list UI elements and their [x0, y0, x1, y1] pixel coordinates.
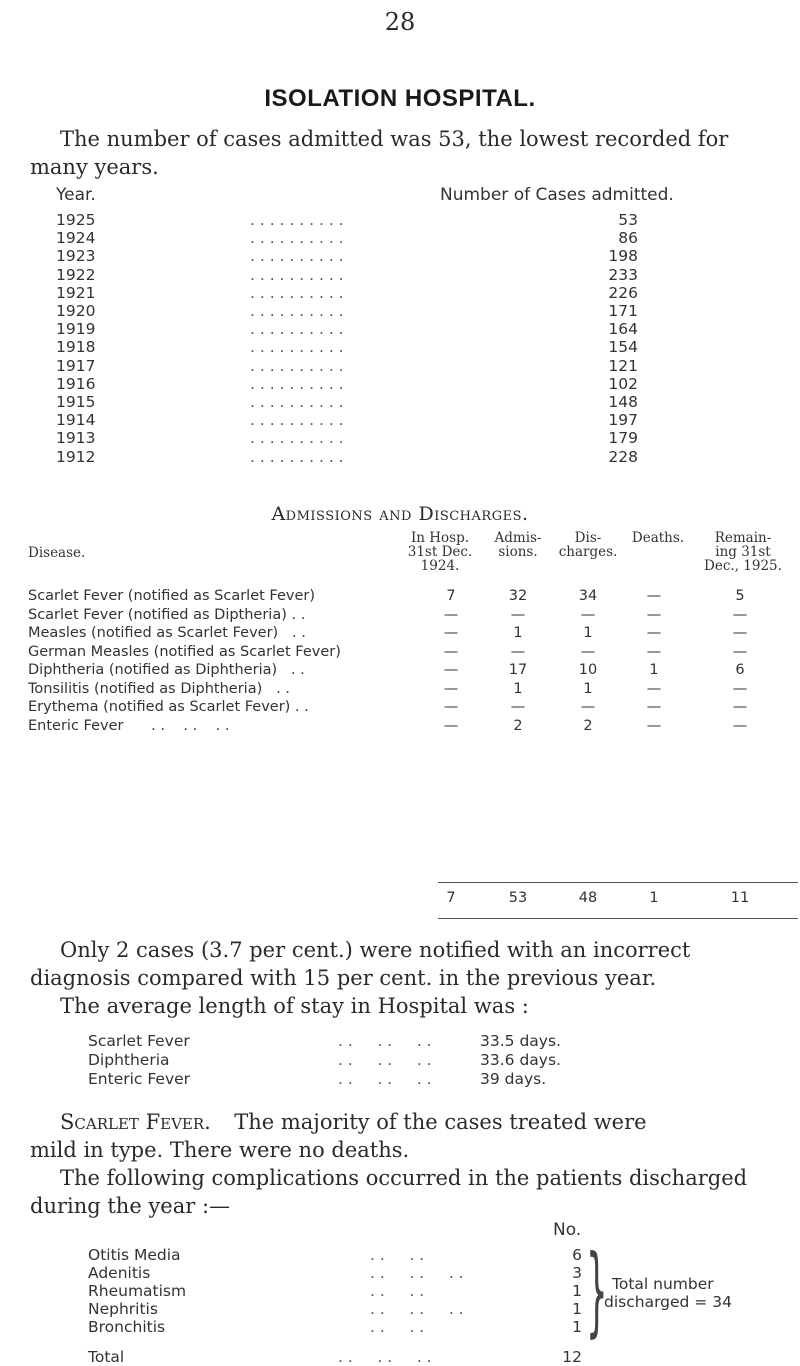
stay-leader: . . . . . . [338, 1070, 432, 1088]
cases-leader: . . . . . . . . . . [250, 247, 344, 266]
diagnosis-line-2: diagnosis compared with 15 per cent. in the previous year. [30, 966, 657, 990]
cell-deaths: — [646, 643, 662, 660]
cell-remaining: — [732, 699, 748, 715]
cell-admissions: 1 [513, 625, 523, 641]
cell-remaining: 5 [735, 588, 745, 604]
cases-year: 1924 [56, 229, 96, 248]
stay-leader: . . . . . . [338, 1051, 432, 1069]
cases-year: 1923 [56, 247, 96, 266]
stay-leader: . . . . . . [338, 1032, 432, 1050]
cases-year: 1917 [56, 356, 96, 375]
stay-disease: Diphtheria [88, 1051, 170, 1069]
total-deaths: 1 [649, 890, 659, 906]
cell-admissions: — [510, 699, 526, 715]
disease-name: Scarlet Fever (notified as Scarlet Fever) [28, 588, 316, 604]
cell-discharges: 1 [583, 680, 593, 697]
disease-header: Disease. [28, 545, 86, 561]
cell-admissions: 2 [513, 717, 523, 734]
complication-leader: . . . . [370, 1282, 425, 1300]
cases-count: 164 [608, 320, 638, 339]
cell-in-hosp: — [443, 606, 459, 623]
complications-line-1: The following complications occurred in the patients discharged [60, 1166, 748, 1190]
cases-leader: . . . . . . . . . . [250, 320, 344, 339]
cell-in-hosp: — [443, 680, 459, 697]
stay-days: 39 days. [480, 1070, 547, 1088]
cases-leader: . . . . . . . . . . [250, 356, 344, 375]
cell-deaths: — [646, 680, 662, 697]
cell-discharges: 10 [578, 662, 598, 678]
cell-discharges: — [580, 699, 596, 715]
cell-in-hosp: — [443, 625, 459, 641]
year-header: Year. [56, 185, 96, 205]
cases-count: 228 [608, 447, 638, 466]
complications-total-label: Total [88, 1348, 125, 1366]
cell-discharges: 1 [583, 625, 593, 641]
complication-count: 6 [572, 1246, 582, 1264]
cases-year: 1912 [56, 447, 96, 466]
scarlet-line-1: The majority of the cases treated were [234, 1110, 647, 1134]
cases-leader: . . . . . . . . . . [250, 229, 344, 248]
cell-discharges: — [580, 606, 596, 623]
admissions-header: Admis- sions. [494, 530, 542, 560]
complication-count: 3 [572, 1264, 582, 1282]
cell-discharges: 2 [583, 717, 593, 734]
total-remaining: 11 [730, 890, 750, 906]
stay-intro: The average length of stay in Hospital was : [60, 994, 529, 1018]
cases-year: 1925 [56, 211, 96, 229]
complication-name: Nephritis [88, 1300, 158, 1318]
cell-remaining: 6 [735, 662, 745, 678]
disease-name: Scarlet Fever (notified as Diptheria) . . [28, 606, 306, 623]
discharges-header: Dis- charges. [558, 530, 618, 560]
cell-in-hosp: — [443, 662, 459, 678]
disease-name: Enteric Fever . . . . . . [28, 717, 230, 734]
complication-leader: . . . . . . [370, 1264, 464, 1282]
cell-discharges: — [580, 643, 596, 660]
cases-count: 198 [608, 247, 638, 266]
in-hosp-header: In Hosp. 31st Dec. 1924. [407, 530, 473, 574]
cell-admissions: — [510, 606, 526, 623]
intro-line-2: many years. [30, 155, 159, 179]
cases-year: 1916 [56, 374, 96, 393]
page-number: 28 [384, 8, 416, 36]
cell-deaths: — [646, 717, 662, 734]
cell-admissions: 32 [508, 588, 528, 604]
stay-disease: Enteric Fever [88, 1070, 191, 1088]
cell-discharges: 34 [578, 588, 598, 604]
cases-leader: . . . . . . . . . . [250, 374, 344, 393]
cell-remaining: — [732, 717, 748, 734]
cases-leader: . . . . . . . . . . [250, 302, 344, 320]
cell-admissions: 1 [513, 680, 523, 697]
complication-name: Rheumatism [88, 1282, 187, 1300]
cell-admissions: — [510, 643, 526, 660]
cases-year: 1921 [56, 283, 96, 302]
cell-in-hosp: — [443, 643, 459, 660]
cases-year: 1919 [56, 320, 96, 339]
cases-count: 53 [618, 211, 638, 229]
diagnosis-line-1: Only 2 cases (3.7 per cent.) were notified with an incorrect [60, 938, 691, 962]
cell-deaths: — [646, 606, 662, 623]
cases-count: 233 [608, 265, 638, 284]
cases-count: 154 [608, 338, 638, 357]
complications-total-leader: . . . . . . [338, 1348, 432, 1366]
disease-name: Measles (notified as Scarlet Fever) . . [28, 625, 306, 641]
total-number-note-2: discharged = 34 [604, 1292, 732, 1311]
intro-line-1: The number of cases admitted was 53, the lowest recorded for [60, 127, 729, 151]
disease-name: Erythema (notified as Scarlet Fever) . . [28, 699, 309, 715]
cell-in-hosp: — [443, 717, 459, 734]
cases-year: 1913 [56, 429, 96, 448]
cases-count: 179 [608, 429, 638, 448]
cell-deaths: — [646, 699, 662, 715]
cases-leader: . . . . . . . . . . [250, 211, 344, 229]
cases-leader: . . . . . . . . . . [250, 447, 344, 466]
cell-admissions: 17 [508, 662, 528, 678]
cell-remaining: — [732, 625, 748, 641]
complication-count: 1 [572, 1318, 582, 1336]
complication-name: Bronchitis [88, 1318, 166, 1336]
cases-count: 121 [608, 356, 638, 375]
scarlet-line-2: mild in type. There were no deaths. [30, 1138, 410, 1162]
cases-count: 102 [608, 374, 638, 393]
cell-in-hosp: 7 [446, 588, 456, 604]
deaths-header: Deaths. [631, 530, 685, 546]
complication-name: Otitis Media [88, 1246, 181, 1264]
complications-total: 12 [562, 1348, 582, 1366]
cases-count: 148 [608, 393, 638, 411]
total-number-note-1: Total number [612, 1274, 714, 1293]
cases-count: 171 [608, 302, 638, 320]
scarlet-heading-label: Scarlet Fever. [60, 1110, 211, 1134]
totals-rule-top [438, 882, 798, 883]
cell-deaths: 1 [649, 662, 659, 678]
remaining-header: Remain- ing 31st Dec., 1925. [704, 530, 782, 574]
cases-leader: . . . . . . . . . . [250, 338, 344, 357]
cases-year: 1915 [56, 393, 96, 411]
stay-days: 33.6 days. [480, 1051, 561, 1069]
admissions-heading: Admissions and Discharges. [271, 503, 529, 525]
complication-leader: . . . . [370, 1318, 425, 1336]
cell-deaths: — [646, 625, 662, 641]
cell-remaining: — [732, 643, 748, 660]
cases-count: 197 [608, 411, 638, 430]
disease-name: German Measles (notified as Scarlet Fever) [28, 643, 341, 660]
cases-count: 86 [618, 229, 638, 248]
cases-leader: . . . . . . . . . . [250, 283, 344, 302]
disease-name: Tonsilitis (notified as Diphtheria) . . [28, 680, 290, 697]
cases-leader: . . . . . . . . . . [250, 411, 344, 430]
page-title: ISOLATION HOSPITAL. [264, 85, 536, 112]
disease-name: Diphtheria (notified as Diphtheria) . . [28, 662, 305, 678]
complication-name: Adenitis [88, 1264, 151, 1282]
cell-remaining: — [732, 606, 748, 623]
total-admissions: 53 [508, 890, 528, 906]
cases-count: 226 [608, 283, 638, 302]
cases-year: 1914 [56, 411, 96, 430]
count-header: Number of Cases admitted. [440, 185, 674, 205]
total-in-hosp: 7 [446, 890, 456, 906]
cases-year: 1922 [56, 265, 96, 284]
cases-leader: . . . . . . . . . . [250, 265, 344, 284]
complications-line-2: during the year :— [30, 1194, 231, 1218]
brace-symbol: } [586, 1234, 608, 1347]
scarlet-heading [60, 1108, 647, 1136]
cases-year: 1920 [56, 302, 96, 320]
complication-leader: . . . . [370, 1246, 425, 1264]
stay-days: 33.5 days. [480, 1032, 561, 1050]
cell-remaining: — [732, 680, 748, 697]
cases-leader: . . . . . . . . . . [250, 429, 344, 448]
stay-disease: Scarlet Fever [88, 1032, 190, 1050]
cell-in-hosp: — [443, 699, 459, 715]
complication-count: 1 [572, 1282, 582, 1300]
cases-leader: . . . . . . . . . . [250, 393, 344, 411]
cell-deaths: — [646, 588, 662, 604]
totals-rule-bottom [438, 918, 798, 919]
complication-leader: . . . . . . [370, 1300, 464, 1318]
total-discharges: 48 [578, 890, 598, 906]
complication-count: 1 [572, 1300, 582, 1318]
cases-year: 1918 [56, 338, 96, 357]
complications-no-header: No. [553, 1220, 582, 1240]
